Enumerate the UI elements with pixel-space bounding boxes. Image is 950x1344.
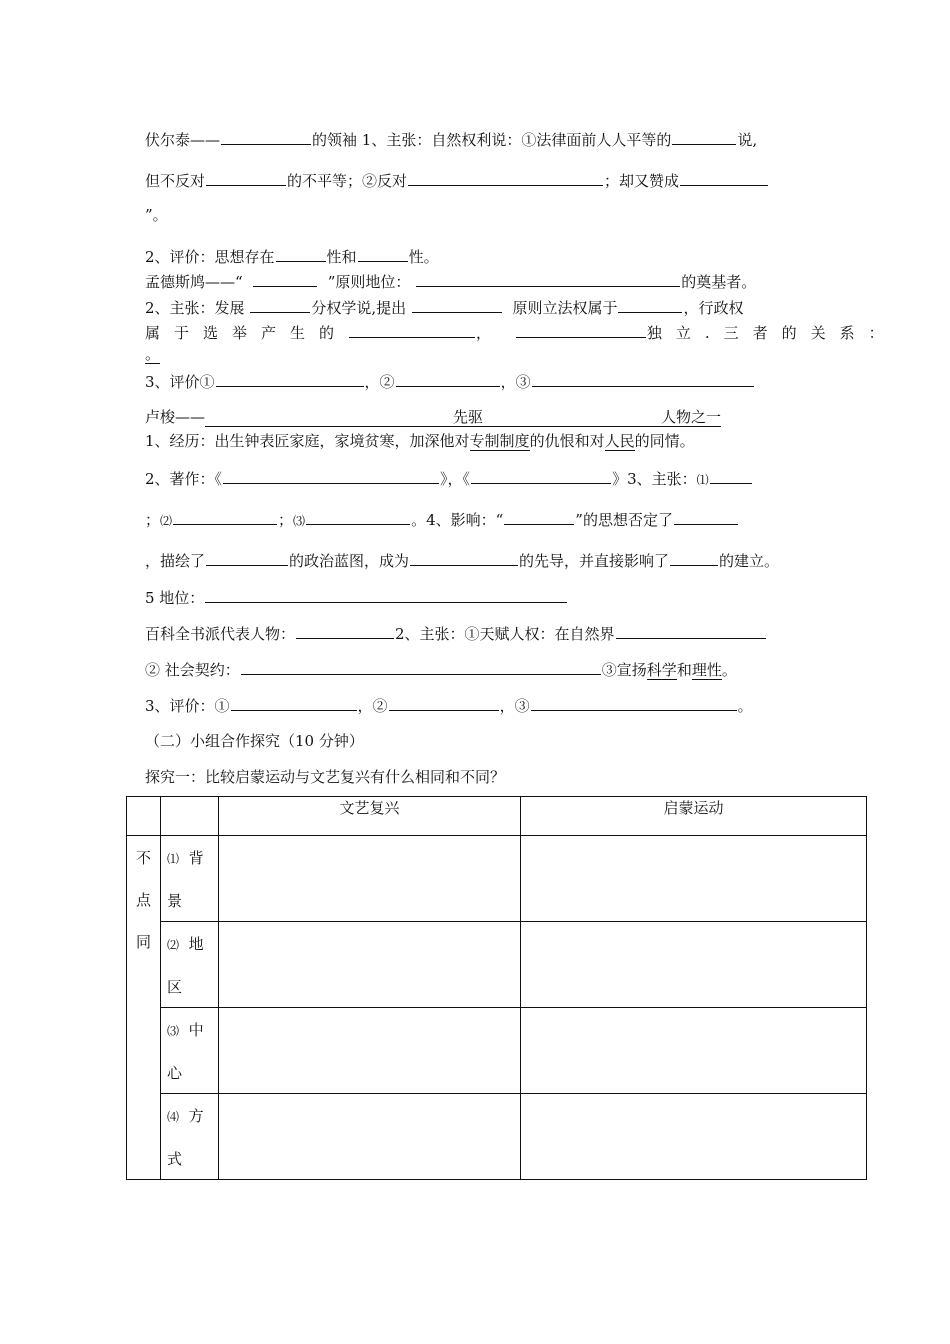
montesquieu-text: 3、评价① [145, 373, 215, 391]
voltaire-text: ；却又赞成 [604, 172, 680, 190]
rousseau-text: 人物之一 [661, 408, 722, 426]
rousseau-text: 的建立。 [719, 552, 780, 570]
row-number: ⑷ [167, 1110, 180, 1124]
montesquieu-text: 分权学说,提出 [311, 299, 407, 317]
rousseau-claims [145, 508, 739, 531]
blank-field[interactable] [516, 321, 646, 338]
row-label [161, 922, 218, 965]
row-label-text: 方 [188, 1107, 204, 1125]
rousseau-text: ； [145, 511, 161, 529]
blank-field[interactable] [231, 694, 357, 711]
rousseau-text: 的先导，并直接影响了 [519, 552, 670, 570]
group-label-cell [127, 836, 161, 1180]
row-number: ⑵ [167, 938, 180, 952]
montesquieu-text: 属于选举产生的 [145, 324, 349, 342]
montesquieu-text: ”原则地位： [327, 273, 411, 291]
row-label-text: 中 [188, 1021, 204, 1039]
montesquieu-line-3 [145, 321, 898, 343]
blank-field[interactable] [408, 169, 603, 186]
table-header-row [127, 797, 867, 836]
blank-field[interactable] [206, 169, 286, 186]
rousseau-text: ； [278, 511, 294, 529]
row-label-cell [161, 1094, 219, 1180]
answer-cell[interactable] [219, 922, 521, 1008]
rousseau-text: 1、经历：出生钟表匠家庭，家境贫寒，加深他对 [145, 432, 470, 450]
voltaire-text: 说, [737, 131, 758, 149]
table-row [127, 836, 867, 922]
blank-field[interactable] [296, 622, 394, 639]
montesquieu-line-2 [145, 296, 743, 318]
blank-field[interactable] [358, 245, 408, 262]
blank-field[interactable] [672, 128, 736, 145]
row-label-text: 心 [167, 1064, 183, 1082]
rousseau-text: 的同情。 [634, 432, 695, 450]
voltaire-text: 但不反对 [145, 172, 206, 190]
row-label [161, 1008, 218, 1051]
blank-field[interactable] [412, 296, 502, 313]
encyclopedia-text: ，③ [499, 697, 530, 715]
encyclopedia-text: ② 社会契约： [145, 661, 240, 679]
blank-field[interactable] [253, 270, 317, 287]
blank-field[interactable] [680, 169, 768, 186]
voltaire-text: 性。 [408, 248, 439, 266]
rousseau-influence [145, 549, 779, 571]
voltaire-label: 伏尔泰—— [145, 131, 221, 149]
table-corner-cell [127, 797, 161, 836]
table-row [127, 1008, 867, 1094]
montesquieu-text: 2、主张：发展 [145, 299, 245, 317]
voltaire-line-1 [145, 128, 757, 150]
rousseau-text: 》，《 [440, 470, 471, 488]
row-number: ⑴ [167, 852, 180, 866]
row-label-text: 式 [167, 1150, 183, 1168]
answer-cell[interactable] [219, 1094, 521, 1180]
answer-cell[interactable] [521, 836, 867, 922]
montesquieu-label: 孟德斯鸠——“ [145, 273, 243, 291]
voltaire-claim-text: 的领袖 1、主张：自然权利说：①法律面前人人平等的 [312, 131, 672, 149]
row-label-text: 区 [167, 978, 183, 996]
blank-field[interactable] [504, 508, 574, 525]
group-label-char: 不 [135, 849, 151, 867]
montesquieu-text: ， [476, 324, 492, 342]
group-label-char: 点 [135, 891, 151, 909]
rousseau-underlined-term: 人民 [604, 432, 635, 450]
encyclopedia-line-1 [145, 622, 767, 644]
blank-field[interactable] [173, 508, 277, 525]
rousseau-text: 先驱 [453, 408, 484, 426]
voltaire-line-3 [145, 205, 168, 225]
montesquieu-line-4 [145, 344, 160, 364]
blank-field[interactable] [670, 549, 718, 566]
voltaire-text: 的不平等；②反对 [287, 172, 408, 190]
blank-field[interactable] [241, 658, 601, 675]
encyclopedia-underlined-term: 理性 [691, 661, 722, 679]
encyclopedia-text: 和 [676, 661, 692, 679]
group-label-char: 同 [135, 933, 151, 951]
blank-field[interactable] [532, 370, 754, 387]
rousseau-experience [145, 431, 695, 451]
encyclopedia-text: 。 [721, 661, 737, 679]
voltaire-evaluation [145, 245, 439, 267]
row-label-cell [161, 836, 219, 922]
row-label-text: 背 [188, 849, 204, 867]
row-label-cell [161, 1008, 219, 1094]
rousseau-text: ⑶ [293, 514, 306, 528]
rousseau-text: 5 地位： [145, 589, 205, 607]
encyclopedia-text: 2、主张：①天赋人权：在自然界 [395, 625, 615, 643]
header-enlightenment: 启蒙运动 [521, 797, 867, 836]
rousseau-status [145, 586, 568, 608]
section-question: 探究一：比较启蒙运动与文艺复兴有什么相同和不同？ [145, 768, 506, 786]
rousseau-text: ，描绘了 [145, 552, 206, 570]
blank-field[interactable] [616, 622, 766, 639]
blank-field[interactable] [416, 270, 680, 287]
rousseau-text: ⑴ [696, 473, 709, 487]
rousseau-text: 》3、主张： [612, 470, 697, 488]
rousseau-text: 的仇恨和对 [529, 432, 605, 450]
montesquieu-text: 原则立法权属于 [512, 299, 618, 317]
encyclopedia-text: ，② [357, 697, 388, 715]
voltaire-text: ”。 [145, 206, 168, 224]
montesquieu-evaluation [145, 370, 755, 392]
table-corner-cell [161, 797, 219, 836]
montesquieu-text: 独立.三者的关系： [646, 324, 898, 342]
blank-field[interactable] [396, 370, 500, 387]
rousseau-line-1 [145, 407, 721, 427]
encyclopedia-text: 3、评价：① [145, 697, 230, 715]
rousseau-text: ⑵ [160, 514, 173, 528]
header-renaissance: 文艺复兴 [219, 797, 521, 836]
rousseau-text: ”的思想否定了 [575, 511, 673, 529]
blank-field[interactable] [618, 296, 682, 313]
blank-field[interactable] [471, 467, 611, 484]
comparison-table [126, 796, 867, 1180]
blank-field[interactable] [216, 370, 364, 387]
row-label-text: 地 [188, 935, 204, 953]
row-number: ⑶ [167, 1024, 180, 1038]
blank-field[interactable] [276, 245, 326, 262]
table-row [127, 1094, 867, 1180]
montesquieu-text: ，③ [500, 373, 531, 391]
rousseau-text: 。4、影响：“ [411, 511, 504, 529]
montesquieu-text: 。 [145, 345, 161, 363]
rousseau-underlined-span [205, 408, 721, 427]
blank-field[interactable] [221, 128, 311, 145]
montesquieu-text: ，② [364, 373, 395, 391]
rousseau-works [145, 467, 753, 490]
answer-cell[interactable] [521, 1094, 867, 1180]
rousseau-text: 的政治蓝图，成为 [289, 552, 410, 570]
answer-cell[interactable] [219, 836, 521, 922]
blank-field[interactable] [206, 549, 288, 566]
encyclopedia-text: 。 [737, 697, 753, 715]
encyclopedia-line-2 [145, 658, 737, 680]
row-label-cell [161, 922, 219, 1008]
voltaire-text: 2、评价：思想存在 [145, 248, 275, 266]
section-title: （二）小组合作探究（10 分钟） [145, 732, 364, 750]
answer-cell[interactable] [219, 1008, 521, 1094]
answer-cell[interactable] [521, 922, 867, 1008]
voltaire-line-2 [145, 169, 769, 191]
voltaire-text: 性和 [326, 248, 357, 266]
row-label-text: 景 [167, 892, 183, 910]
encyclopedia-text: ③宣扬 [601, 661, 647, 679]
blank-field[interactable] [710, 467, 752, 484]
montesquieu-line-1 [145, 270, 756, 292]
blank-field[interactable] [223, 467, 439, 484]
blank-field[interactable] [674, 508, 738, 525]
montesquieu-text: ，行政权 [683, 299, 744, 317]
row-label [161, 836, 218, 879]
rousseau-text: 2、著作：《 [145, 470, 223, 488]
encyclopedia-underlined-term: 科学 [646, 661, 677, 679]
table-row [127, 922, 867, 1008]
encyclopedia-evaluation [145, 694, 753, 716]
answer-cell[interactable] [521, 1008, 867, 1094]
row-label [161, 1094, 218, 1137]
encyclopedia-label: 百科全书派代表人物： [145, 625, 296, 643]
rousseau-label: 卢梭—— [145, 408, 206, 426]
blank-field[interactable] [250, 296, 310, 313]
montesquieu-text: 的奠基者。 [681, 273, 757, 291]
rousseau-underlined-term: 专制制度 [469, 432, 530, 450]
blank-field[interactable] [531, 694, 737, 711]
blank-field[interactable] [205, 586, 567, 603]
blank-field[interactable] [410, 549, 518, 566]
blank-field[interactable] [306, 508, 410, 525]
blank-field[interactable] [389, 694, 499, 711]
blank-field[interactable] [349, 321, 475, 338]
